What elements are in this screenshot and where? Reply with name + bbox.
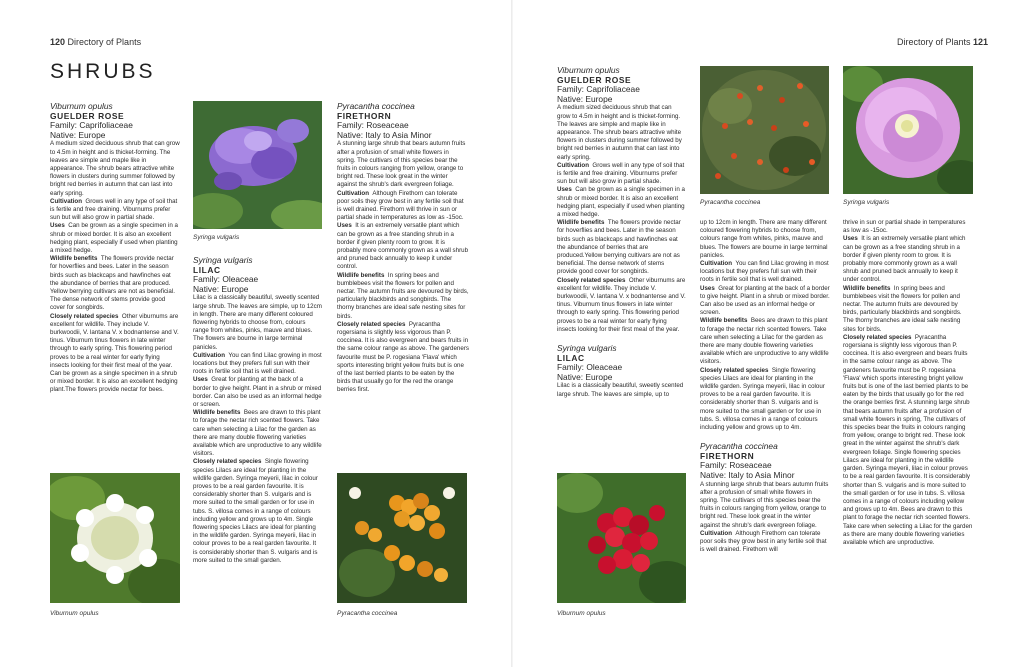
paragraph bbox=[337, 222, 469, 271]
paragraph bbox=[700, 481, 830, 530]
paragraph bbox=[700, 530, 830, 555]
paragraph bbox=[193, 376, 322, 409]
native-2: Native: Europe bbox=[557, 371, 613, 382]
caption-pyracantha-orange: Pyracantha coccinea bbox=[337, 610, 398, 617]
paragraph bbox=[337, 321, 469, 395]
column-3 bbox=[337, 102, 469, 468]
section-label: Uses bbox=[700, 284, 715, 292]
page-title: SHRUBS bbox=[50, 60, 156, 83]
caption-viburnum-white: Viburnum opulus bbox=[50, 610, 99, 617]
photo-pink-flower bbox=[843, 66, 973, 194]
paragraph bbox=[50, 140, 180, 197]
section-label: Wildlife benefits bbox=[843, 284, 891, 292]
paragraph-text: Although Firethorn can tolerate poor soils they grow best in any fertile soil that is well drained. Firethorn will thrive in sun or partial shade in temperatures as low as -15oc. bbox=[337, 189, 464, 222]
paragraph-text: Grows well in any type of soil that is fertile and free draining. Viburnums prefer sun but will also grow in partial shade. bbox=[50, 197, 178, 222]
native: Native: Europe bbox=[557, 93, 613, 104]
caption-pink-flower: Syringa vulgaris bbox=[843, 199, 890, 206]
family-2: Family: Roseaceae bbox=[700, 460, 772, 471]
paragraph-text: Grows well in any type of soil that is fertile and free draining. Viburnums prefer sun but will also grow in partial shade. bbox=[557, 161, 685, 186]
paragraph-text: Can be grown as a single specimen in a shrub or mixed border. It is also an excellent hedging plant, especially if used when planting a mixed hedge. bbox=[557, 186, 685, 219]
paragraph-text: Great for planting at the back of a border to give height. Plant in a shrub or mixed border. Can also be used as an informal hedge or screen. bbox=[700, 284, 830, 317]
paragraph-text: It is an extremely versatile plant which can be grown as a free standing shrub in a border if given plenty room to grow. It is probably more commonly grown as a wall shrub and pruned back annually to keep it under control. bbox=[843, 235, 966, 284]
paragraph-text: Can be grown as a single specimen in a shrub or mixed border. It is also an excellent hedging plant, especially if used when planting a mixed hedge. bbox=[50, 222, 178, 255]
latin-name-2: Pyracantha coccinea bbox=[700, 441, 778, 452]
section-label: Closely related species bbox=[337, 320, 406, 328]
section-label: Uses bbox=[337, 222, 352, 230]
body-text-2: Lilac is a classically beautiful, sweetly scented large shrub. The leaves are simple, up to bbox=[557, 382, 684, 398]
paragraph bbox=[557, 219, 686, 276]
native: Native: Europe bbox=[193, 283, 249, 294]
paragraph-text: You can find Lilac growing in most locations but they prefers full sun with their roots in fertile soil that is well drained. bbox=[193, 351, 322, 376]
paragraph bbox=[50, 222, 180, 255]
native: Native: Europe bbox=[50, 129, 106, 140]
paragraph-text: The flowers provide nectar for hoverflies and bees. Later in the season birds such as blackcaps and hawfinches eat the abundance of berries that are produced. Yellow berrying cultivars are not as beneficial. The dense network of stems provide good cover for songbirds. bbox=[50, 255, 175, 312]
section-label: Wildlife benefits bbox=[337, 271, 385, 279]
paragraph bbox=[557, 186, 686, 219]
body-text bbox=[557, 104, 686, 334]
paragraph-text: up to 12cm in length. There are many different coloured flowering hybrids to choose from, colours range from whites, pinks, mauve and blues. The flowers are bourne in large terminal panicles. bbox=[700, 219, 828, 259]
section-label: Cultivation bbox=[337, 189, 369, 197]
paragraph bbox=[843, 219, 973, 235]
body-text bbox=[193, 294, 322, 565]
paragraph bbox=[193, 409, 322, 458]
right-running-head: Directory of Plants bbox=[897, 37, 971, 47]
photo-lilac bbox=[193, 101, 322, 229]
paragraph bbox=[193, 294, 322, 351]
section-label: Closely related species bbox=[193, 458, 262, 466]
photo-viburnum-red bbox=[557, 473, 686, 603]
left-folio bbox=[50, 37, 141, 47]
paragraph-text: Other viburnums are excellent for wildlife. They include V. burkwoodii, V. lantana V. x bodnantense and V. tinus. Viburnum tinus flowers in late winter through to early spring. This flowering period proves to be a real winter for early flying insects looking for their first meal of the year. bbox=[557, 276, 686, 333]
body-text bbox=[337, 140, 469, 394]
section-label: Cultivation bbox=[50, 197, 82, 205]
paragraph bbox=[50, 255, 180, 312]
paragraph-text: A medium sized deciduous shrub that can grow to 4.5m in height and is thicket-forming. The leaves are simple and maple like in appearance. The shrub bears attractive white flowers in clusters during summer followed by bright red berries in autumn that can last into early spring. bbox=[557, 104, 682, 161]
section-label: Uses bbox=[50, 222, 65, 230]
body-text bbox=[843, 219, 973, 547]
family-2: Family: Oleaceae bbox=[557, 362, 623, 373]
photo-pyracantha-bush bbox=[700, 66, 829, 194]
column-4 bbox=[557, 66, 686, 468]
common-name: FIRETHORN bbox=[337, 110, 392, 121]
column-5 bbox=[700, 219, 830, 621]
section-label: Cultivation bbox=[193, 351, 225, 359]
common-name: GUELDER ROSE bbox=[557, 74, 632, 85]
paragraph bbox=[700, 260, 830, 285]
section-label: Closely related species bbox=[700, 366, 769, 374]
paragraph-text: Other viburnums are excellent for wildlife. They include V. burkwoodii, V. lantana V. x bodnantense and V. tinus. Viburnum tinus flowers in late winter through to early spring. This flowering period proves to be a real winter for early flying insects looking for their first meal of the year. Can be grown as a single specimen in a shrub or mixed border. It is also an excellent hedging plant.The flowers provide nectar for bees. bbox=[50, 312, 179, 394]
right-page-number: 121 bbox=[973, 37, 989, 47]
photo-pyracantha-orange bbox=[337, 473, 467, 603]
paragraph-text: The flowers provide nectar for hoverflies and bees. Later in the season birds such as blackcaps and hawfinches eat the abundance of berries that are produced.Yellow berrying cultivars are not as beneficial. The dense network of stems provide good cover for songbirds. bbox=[557, 219, 681, 276]
paragraph-text: You can find Lilac growing in most locations but they prefers full sun with their roots in fertile soil that is well drained. bbox=[700, 260, 829, 284]
latin-name: Pyracantha coccinea bbox=[337, 102, 415, 111]
paragraph bbox=[193, 458, 322, 565]
paragraph bbox=[700, 317, 830, 366]
paragraph bbox=[337, 272, 469, 321]
body-text-2 bbox=[700, 481, 830, 555]
paragraph bbox=[193, 352, 322, 377]
paragraph-text: Great for planting at the back of a border to give height. Plant in a shrub or mixed border. Can also be used as an informal hedge or screen. bbox=[193, 376, 322, 409]
page-gutter bbox=[511, 0, 513, 667]
common-name-2: LILAC bbox=[557, 352, 585, 363]
family: Family: Caprifoliaceae bbox=[557, 84, 640, 95]
paragraph bbox=[557, 277, 686, 334]
paragraph bbox=[843, 334, 973, 547]
paragraph bbox=[700, 219, 830, 260]
paragraph-text: A stunning large shrub that bears autumn fruits after a profusion of small white flowers in spring. The cultivars of this species bear the fruits in colours ranging from yellow, orange to bright red. These look great in the winter against the shrub's dark evergreen foliage. bbox=[700, 480, 829, 529]
paragraph-text: Bees are drawn to this plant to forage the nectar rich scented flowers. Take care when selecting a Lilac for the garden as there are many double flowering varieties available which are unproductive to any wildlife visitors. bbox=[700, 317, 829, 366]
paragraph-text: In spring bees and bumblebees visit the flowers for pollen and nectar. The autumn fruits are devoured by birds, particularly blackbirds and songbirds. The thorny branches are ideal safe nesting sites for birds. bbox=[843, 284, 962, 333]
left-running-head: Directory of Plants bbox=[67, 37, 142, 47]
section-label: Cultivation bbox=[700, 529, 732, 537]
photo-viburnum-white bbox=[50, 473, 180, 603]
paragraph-text: Pyracantha rogersiana is slightly less vigorous than P. coccinea. It is also evergreen and bears fruits in the same colour range as above. The gardeners favourite must be P. rogesiana 'Flava' which sports interesting bright yellow fruits but is one of the last berried plants to be eaten by the birds that usually go for the red the orange berries first. A stunning large shrub that bears autumn fruits after a profusion of small white flowers in spring, The cultivars of this species bear the fruits in colours ranging from yellow, orange to bright red. These look great in the winter against the shrub's dark evergreen foliage. Single flowering species Lilacs are ideal for planting in the wildlife garden. Syringa meyerii, lilac in colour proves to be a real garden favourite. It is considerably shorter than S. vulgaris and is more suited to the small garden or for use in tubs. S. villosa comes in a range of colours including yellow and grows up to 4m. Bees are drawn to this plant to forage the nectar rich scented flowers. Take care when selecting a Lilac for the garden as there are many double flowering varieties available which are unproductive. bbox=[843, 333, 973, 546]
latin-name: Viburnum opulus bbox=[50, 102, 113, 111]
paragraph bbox=[700, 367, 830, 433]
paragraph-text: Pyracantha rogersiana is slightly less vigorous than P. coccinea. It is also evergreen and bears fruits in the same colour range as above. The gardeners favourite must be P. rogesiana 'Flava' which sports interesting bright yellow fruits but is one of the last berried plants to be eaten by the birds that usually go for the red the orange berries first. bbox=[337, 320, 469, 394]
section-label: Closely related species bbox=[843, 333, 912, 341]
paragraph-text: A stunning large shrub that bears autumn fruits after a profusion of small white flowers in spring. The cultivars of this species bear the fruits in colours ranging from yellow, orange to bright red. These look great in the winter against the shrub's dark evergreen foliage. bbox=[337, 140, 466, 189]
right-folio bbox=[897, 37, 988, 47]
column-1 bbox=[50, 102, 180, 468]
section-label: Closely related species bbox=[50, 312, 119, 320]
paragraph bbox=[557, 104, 686, 161]
section-label: Wildlife benefits bbox=[700, 317, 748, 325]
body-text bbox=[50, 140, 180, 394]
section-label: Cultivation bbox=[700, 260, 732, 268]
caption-lilac: Syringa vulgaris bbox=[193, 234, 240, 241]
paragraph bbox=[337, 190, 469, 223]
paragraph bbox=[557, 162, 686, 187]
caption-viburnum-red: Viburnum opulus bbox=[557, 610, 606, 617]
paragraph-text: A medium sized deciduous shrub that can grow to 4.5m in height and is thicket-forming. The leaves are simple and maple like in appearance. The shrub bears attractive white flowers in clusters during summer followed by bright red berries in autumn that can last into early spring. bbox=[50, 140, 180, 197]
column-2 bbox=[193, 256, 322, 622]
section-label: Closely related species bbox=[557, 276, 626, 284]
paragraph-text: Single flowering species Lilacs are ideal for planting in the wildlife garden. Syringa meyerii, lilac in colour proves to be a real garden favourite. It is considerably shorter than S. vulgaris and is more suited to the small garden or for use in tubs. S. villosa comes in a range of colours including yellow and grows up to 4m. Single flowering species Lilacs are ideal for planting in the wildlife garden. Syringa meyerii, lilac in colour proves to be a real garden favourite. It is considerably shorter than S. vulgaris and is more suited to the small garden. bbox=[193, 458, 318, 564]
column-6 bbox=[843, 219, 973, 621]
family: Family: Oleaceae bbox=[193, 274, 259, 285]
paragraph-text: Bees are drawn to this plant to forage the nectar rich scented flowers. Take care when selecting a Lilac for the garden as there are many double flowering varieties available which are unproductive to any wildlife visitors. bbox=[193, 409, 322, 458]
paragraph-text: Lilac is a classically beautiful, sweetly scented large shrub. The leaves are simple, up to 12cm in length. There are many different coloured flowering hybrids to choose from, colours range from whites, pinks, mauve and blues. The flowers are bourne in large terminal panicles. bbox=[193, 294, 322, 351]
caption-pyracantha-bush: Pyracantha coccinea bbox=[700, 199, 761, 206]
paragraph-text: In spring bees and bumblebees visit the flowers for pollen and nectar. The autumn fruits are devoured by birds, particularly blackbirds and songbirds. The thorny branches are ideal safe nesting sites for birds. bbox=[337, 271, 469, 320]
paragraph bbox=[843, 285, 973, 334]
section-label: Wildlife benefits bbox=[557, 219, 605, 227]
paragraph bbox=[843, 235, 973, 284]
paragraph bbox=[700, 285, 830, 318]
latin-name: Syringa vulgaris bbox=[193, 256, 253, 265]
common-name: LILAC bbox=[193, 264, 221, 275]
latin-name: Viburnum opulus bbox=[557, 66, 620, 75]
common-name-2: FIRETHORN bbox=[700, 450, 755, 461]
left-page-number: 120 bbox=[50, 37, 66, 47]
native: Native: Italy to Asia Minor bbox=[337, 129, 432, 140]
section-label: Uses bbox=[557, 186, 572, 194]
paragraph-text: Although Firethorn can tolerate poor soils they grow best in any fertile soil that is well drained. Firethorn will bbox=[700, 529, 827, 554]
paragraph bbox=[337, 140, 469, 189]
family: Family: Roseaceae bbox=[337, 120, 409, 131]
section-label: Wildlife benefits bbox=[193, 409, 241, 417]
body-text bbox=[700, 219, 830, 432]
common-name: GUELDER ROSE bbox=[50, 110, 125, 121]
section-label: Cultivation bbox=[557, 161, 589, 169]
paragraph-text: thrive in sun or partial shade in temperatures as low as -15oc. bbox=[843, 219, 966, 235]
latin-name-2: Syringa vulgaris bbox=[557, 343, 617, 354]
paragraph bbox=[50, 198, 180, 223]
section-label: Uses bbox=[843, 235, 858, 243]
paragraph-text: Single flowering species Lilacs are ideal for planting in the wildlife garden. Syringa meyerii, lilac in colour proves to be a real garden favourite. It is considerably shorter than S. vulgaris and is more suited to the small garden or for use in tubs. S. villosa comes in a range of colours including yellow and grows up to 4m. bbox=[700, 366, 825, 432]
section-label: Wildlife benefits bbox=[50, 255, 98, 263]
section-label: Uses bbox=[193, 376, 208, 384]
native-2: Native: Italy to Asia Minor bbox=[700, 470, 795, 481]
paragraph bbox=[50, 313, 180, 395]
family: Family: Caprifoliaceae bbox=[50, 120, 133, 131]
paragraph-text: It is an extremely versatile plant which can be grown as a free standing shrub in a border if given plenty room to grow. It is probably more commonly grown as a wall shrub and pruned back annually to keep it under control. bbox=[337, 222, 469, 271]
